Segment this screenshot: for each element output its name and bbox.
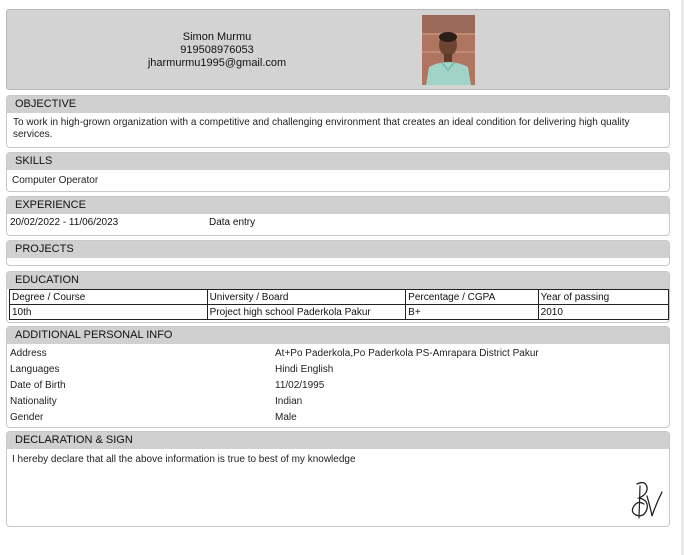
education-header-cell: University / Board: [207, 290, 406, 305]
experience-role: Data entry: [209, 217, 256, 228]
education-cell: B+: [406, 305, 539, 320]
personal-value: 11/02/1995: [275, 380, 325, 391]
contact-block: [127, 31, 307, 70]
table-row: [10, 305, 669, 320]
section-declaration: [6, 431, 670, 527]
objective-text: To work in high-grown organization with a competitive and challenging environment that creates an ideal condition for delivering high quality services.: [13, 117, 630, 140]
personal-value: Indian: [275, 396, 303, 407]
profile-photo: [422, 15, 475, 85]
skill-item: Computer Operator: [12, 175, 99, 186]
objective-title: OBJECTIVE: [7, 96, 669, 113]
section-education: [6, 271, 670, 323]
personal-label: Gender: [10, 412, 44, 423]
personal-value: Male: [275, 412, 297, 423]
personal-label: Date of Birth: [10, 380, 66, 391]
personal-value: Hindi English: [275, 364, 334, 375]
section-projects: [6, 240, 670, 266]
candidate-name: Simon Murmu: [182, 31, 252, 43]
education-title: EDUCATION: [7, 272, 669, 289]
declaration-text: I hereby declare that all the above information is true to best of my knowledge: [12, 454, 356, 465]
personal-label: Nationality: [10, 396, 57, 407]
candidate-email: jharmurmu1995@gmail.com: [147, 57, 287, 69]
education-header-cell: Percentage / CGPA: [406, 290, 539, 305]
section-experience: [6, 196, 670, 236]
experience-period: 20/02/2022 - 11/06/2023: [10, 217, 119, 228]
education-header-cell: Year of passing: [538, 290, 668, 305]
education-header-cell: Degree / Course: [10, 290, 208, 305]
experience-title: EXPERIENCE: [7, 197, 669, 214]
resume-header: [6, 9, 670, 90]
section-personal-info: [6, 326, 670, 428]
education-header-row: [10, 290, 669, 305]
personal-label: Languages: [10, 364, 60, 375]
personal-title: ADDITIONAL PERSONAL INFO: [7, 327, 669, 344]
personal-value: At+Po Paderkola,Po Paderkola PS-Amrapara District Pakur: [275, 348, 539, 359]
education-cell: 2010: [538, 305, 668, 320]
education-table: [9, 289, 669, 320]
signature-icon: [625, 478, 665, 524]
section-objective: [6, 95, 670, 148]
personal-label: Address: [10, 348, 47, 359]
education-cell: Project high school Paderkola Pakur: [207, 305, 406, 320]
declaration-title: DECLARATION & SIGN: [7, 432, 669, 449]
candidate-phone: 919508976053: [180, 44, 254, 56]
education-cell: 10th: [10, 305, 208, 320]
skills-title: SKILLS: [7, 153, 669, 170]
projects-title: PROJECTS: [7, 241, 669, 258]
section-skills: [6, 152, 670, 192]
